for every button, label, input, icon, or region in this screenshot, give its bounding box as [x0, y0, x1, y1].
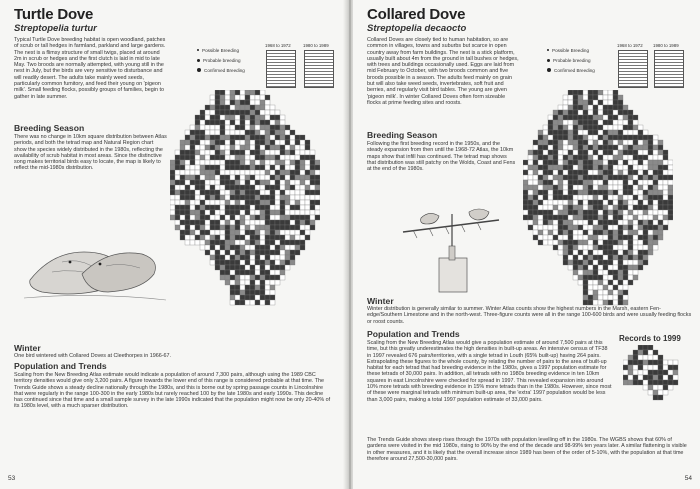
trends-text: The Trends Guide shows steep rises through the 1970s with population levelling off in the 1980s. The WGBS shows that 60% of gardens were visited in the mid 1980s, rising to 90% by the end of the decade and 98-99% ten years later. A similar flattening is visible in other measures, and it is likely that the overall increase since 1989 has been of the order of 5-10%, with the population at that time therefore around 27,500-30,000 pairs.: [367, 437, 687, 462]
winter-text: One bird wintered with Collared Doves at Cleethorpes in 1966-67.: [14, 353, 172, 359]
map-1968-1972: [618, 50, 648, 88]
turtle-dove-illustration: [22, 222, 167, 304]
map-label-1968: 1968 to 1972: [265, 43, 291, 48]
legend-confirmed: Confirmed Breeding: [197, 65, 245, 75]
population-heading: Population and Trends: [367, 329, 460, 339]
left-page: [0, 0, 347, 489]
legend-possible: Possible Breeding: [197, 45, 245, 55]
page-number: 54: [684, 475, 692, 482]
map-legend: [197, 45, 245, 75]
map-label-1968: 1968 to 1972: [617, 43, 643, 48]
confirmed-dot-icon: [547, 68, 551, 72]
breeding-text: There was no change in 10km square distribution between Atlas periods, and both the tetrad map and Natural Region chart show the species widely distributed in the 1980s, reflecting the availability of scrub habitat in most areas. Since the distinctive song makes territorial birds easy to locate, the map is likely to reflect the mid-1980s distribution.: [14, 134, 167, 172]
records-map: [623, 345, 681, 401]
winter-text: Winter distribution is generally similar to summer. Winter Atlas counts show the highest numbers in the Marsh, eastern Fen-edge/Southern Limestone and in the north-west. Three-figure counts were all in the range 100-600 birds and were usually feeding flocks or roost counts.: [367, 306, 692, 325]
records-heading: Records to 1999: [619, 334, 681, 343]
population-heading: Population and Trends: [14, 361, 107, 371]
map-label-1980: 1980 to 1989: [653, 43, 679, 48]
page-number: 53: [8, 475, 16, 482]
breeding-heading: Breeding Season: [367, 130, 438, 140]
map-1980-1989: [654, 50, 684, 88]
breeding-heading: Breeding Season: [14, 123, 85, 133]
legend-probable: Probable breeding: [197, 55, 245, 65]
species-title: Turtle Dove: [14, 6, 94, 23]
right-page: [353, 0, 700, 489]
intro-text: Collared Doves are closely tied to human habitation, so are common in villages, towns and suburbs but scarce in open country away from farm buildings. The nest is a stick platform, usually built about 4m from the ground in tall bushes or hedges, with trees and buildings occasionally used. Eggs are laid from mid February to October, with two broods common and five broods possible in a season. The adults feed mainly on grain but will also take weed seeds, invertebrates, soft fruit and berries, and regularly visit bird tables. The young are given 'pigeon milk'. In winter Collared Doves often form sizeable flocks at prime feeding sites and roosts.: [367, 37, 519, 106]
confirmed-dot-icon: [197, 68, 201, 72]
winter-heading: Winter: [367, 296, 394, 306]
breeding-text: Following the first breeding record in the 1950s, and the steady expansion from then until the 1968-72 Atlas, the 10km maps show that infill has continued. The tetrad map shows that distribution was still patchy on the Wolds, Coast and Fens at the end of the 1980s.: [367, 141, 516, 173]
map-legend: [547, 45, 595, 75]
legend-confirmed: Confirmed Breeding: [547, 65, 595, 75]
collared-dove-illustration: [399, 206, 509, 296]
possible-dot-icon: [197, 49, 199, 51]
intro-text: Typical Turtle Dove breeding habitat is open woodland, patches of scrub or tall hedges in farmland, parkland and large gardens. The nest is a flimsy structure of small twigs, placed at around 2m in scrub or hedges and the first clutch is laid in mid to late May. Two broods are normally attempted, with young still in the nest in July, but the birds are very sensitive to disturbance and will readily desert. The adults take mainly weed seeds, particularly common fumitory, and feed their young on 'pigeon milk'. Small feeding flocks, possibly groups of families, begin to gather in late summer.: [14, 37, 166, 100]
map-1968-1972: [266, 50, 296, 88]
population-text: Scaling from the New Breeding Atlas would give a population estimate of around 7,500 pairs at this time, but this greatly underestimates the high densities in built-up areas. An intensive census of TF38 in 1997 revealed 676 pairs/territories, with a single tetrad in Louth (65% built-up) having 264 pairs. Extrapolating these figures to the whole county, by relating the number of pairs to the area of built-up habitat for each tetrad that had breeding evidence in the 1980s, gives a 1997 population estimate for these tetrads of 30,000 pairs. In addition, all tetrads with no 1980s breeding evidence in ten 10km squares in east Lincolnshire were checked for spread in 1997. This revealed expansion into around 10% more tetrads with breeding evidence in 15% more tetrads than in the 1980s. However, since most of these were marginal tetrads with minimum built-up area, the 'extra' 1997 population would be less than 3,000 pairs, making a total 1997 population estimate of 33,000 pairs.: [367, 340, 612, 403]
tetrad-map: [170, 90, 320, 308]
species-title: Collared Dove: [367, 6, 466, 23]
scientific-name: Streptopelia turtur: [14, 23, 97, 34]
legend-possible: Possible Breeding: [547, 45, 595, 55]
probable-dot-icon: [197, 59, 200, 62]
probable-dot-icon: [547, 59, 550, 62]
map-1980-1989: [304, 50, 334, 88]
winter-heading: Winter: [14, 343, 41, 353]
population-text: Scaling from the New Breeding Atlas estimate would indicate a population of around 7,300 pairs, although using the 1989 CBC territory densities would give only 3,200 pairs. A figure towards the lower end of this range is considered probable at that time. The Trends Guide shows a steady decline nationally through the 1980s, and this is borne out by spring passage counts in Lincolnshire that were regularly in the range 100-300 in the early 1980s but rarely reached 100 by the late 1980s and early 1990s. This decline has continued since that time and a small sample survey in the late 1990s indicated that the population might now be only 20-40% of its 1980s level, with a much sparser distribution.: [14, 372, 331, 410]
possible-dot-icon: [547, 49, 549, 51]
scientific-name: Streptopelia decaocto: [367, 23, 467, 34]
map-label-1980: 1980 to 1989: [303, 43, 329, 48]
tetrad-map: [523, 90, 673, 308]
legend-probable: Probable breeding: [547, 55, 595, 65]
